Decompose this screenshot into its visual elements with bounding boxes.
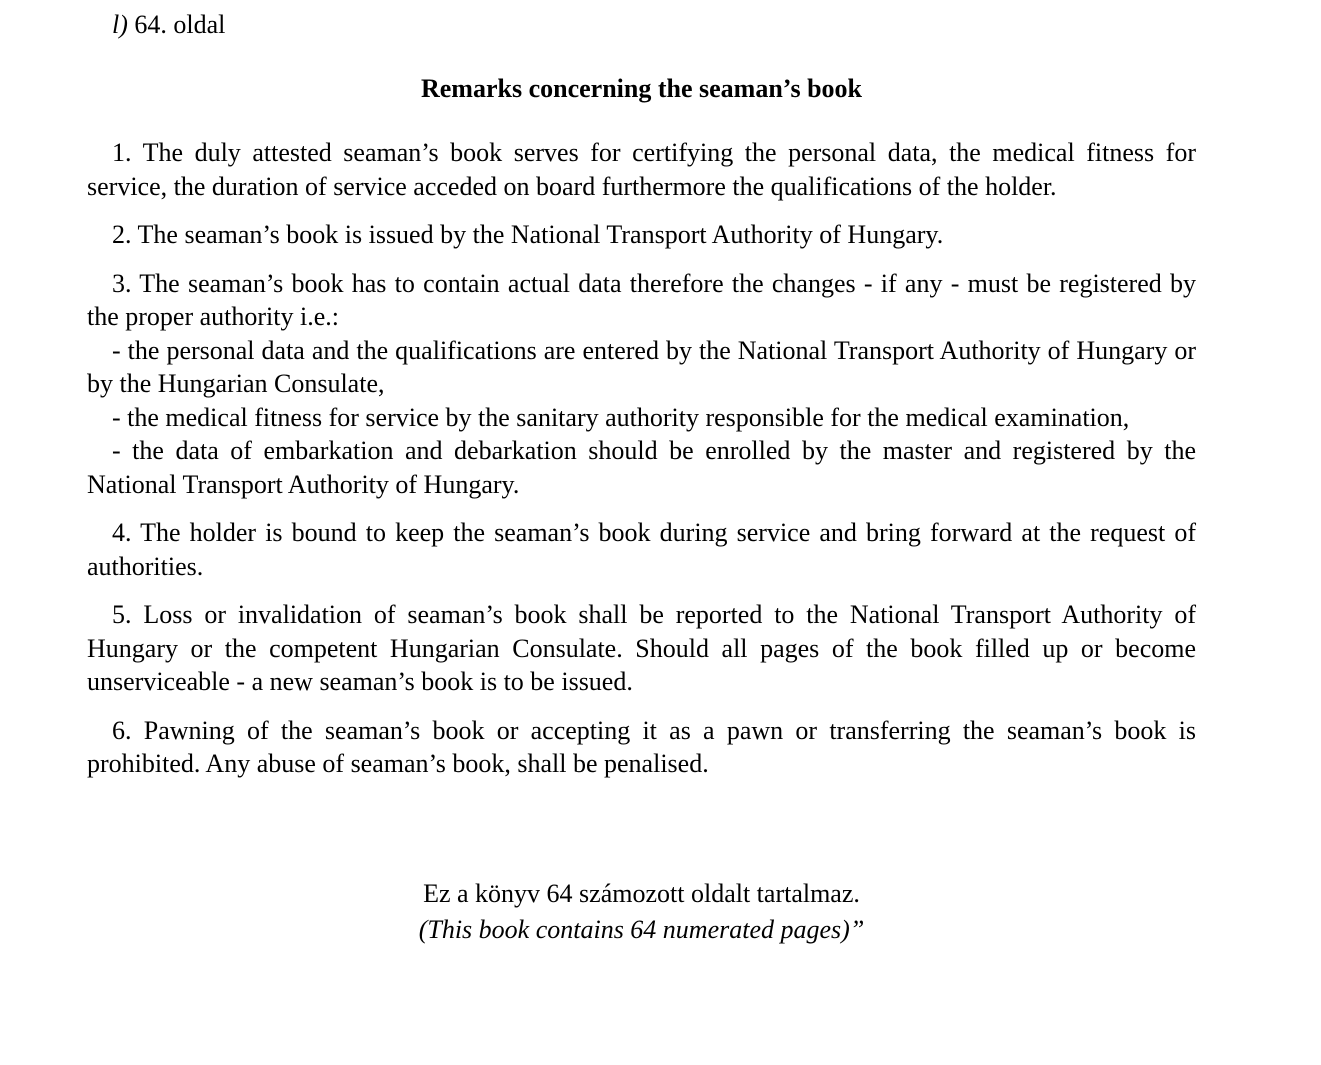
remark-paragraph-5: 5. Loss or invalidation of seaman’s book shall be reported to the National Transport Authority of Hungary or the competent Hungarian Consulate. Should all pages of the book filled up or become unserviceable - a new seaman’s book is to be issued.	[87, 600, 1196, 696]
remark-paragraph-3-item-embarkation: - the data of embarkation and debarkation should be enrolled by the master and registered by the National Transport Authority of Hungary.	[87, 436, 1196, 499]
remark-paragraph-3	[87, 267, 1196, 502]
page-count-note	[0, 876, 1283, 948]
page-reference	[112, 8, 225, 42]
remark-paragraph-6: 6. Pawning of the seaman’s book or accepting it as a pawn or transferring the seaman’s book is prohibited. Any abuse of seaman’s book, shall be penalised.	[87, 715, 1196, 778]
remarks-body	[87, 136, 1196, 796]
remark-paragraph-3-item-medical: - the medical fitness for service by the sanitary authority responsible for the medical examination,	[112, 402, 1130, 432]
document-heading: Remarks concerning the seaman’s book	[420, 74, 863, 103]
page-reference-letter: l)	[112, 10, 128, 39]
remark-paragraph-2: 2. The seaman’s book is issued by the National Transport Authority of Hungary.	[112, 220, 944, 249]
page-count-note-english: (This book contains 64 numerated pages)”	[418, 915, 865, 944]
page-reference-text: 64. oldal	[127, 10, 226, 39]
page-count-note-hungarian: Ez a könyv 64 számozott oldalt tartalmaz.	[423, 879, 860, 908]
remark-paragraph-1: 1. The duly attested seaman’s book serves for certifying the personal data, the medical fitness for service, the duration of service acceded on board furthermore the qualifications of the holder.	[87, 138, 1196, 201]
remark-paragraph-3-intro: 3. The seaman’s book has to contain actual data therefore the changes - if any - must be registered by the proper authority i.e.:	[87, 268, 1196, 331]
remark-paragraph-4: 4. The holder is bound to keep the seaman’s book during service and bring forward at the request of authorities.	[87, 518, 1196, 581]
remark-paragraph-3-item-personal-data: - the personal data and the qualifications are entered by the National Transport Authority of Hungary or by the Hungarian Consulate,	[87, 335, 1196, 398]
